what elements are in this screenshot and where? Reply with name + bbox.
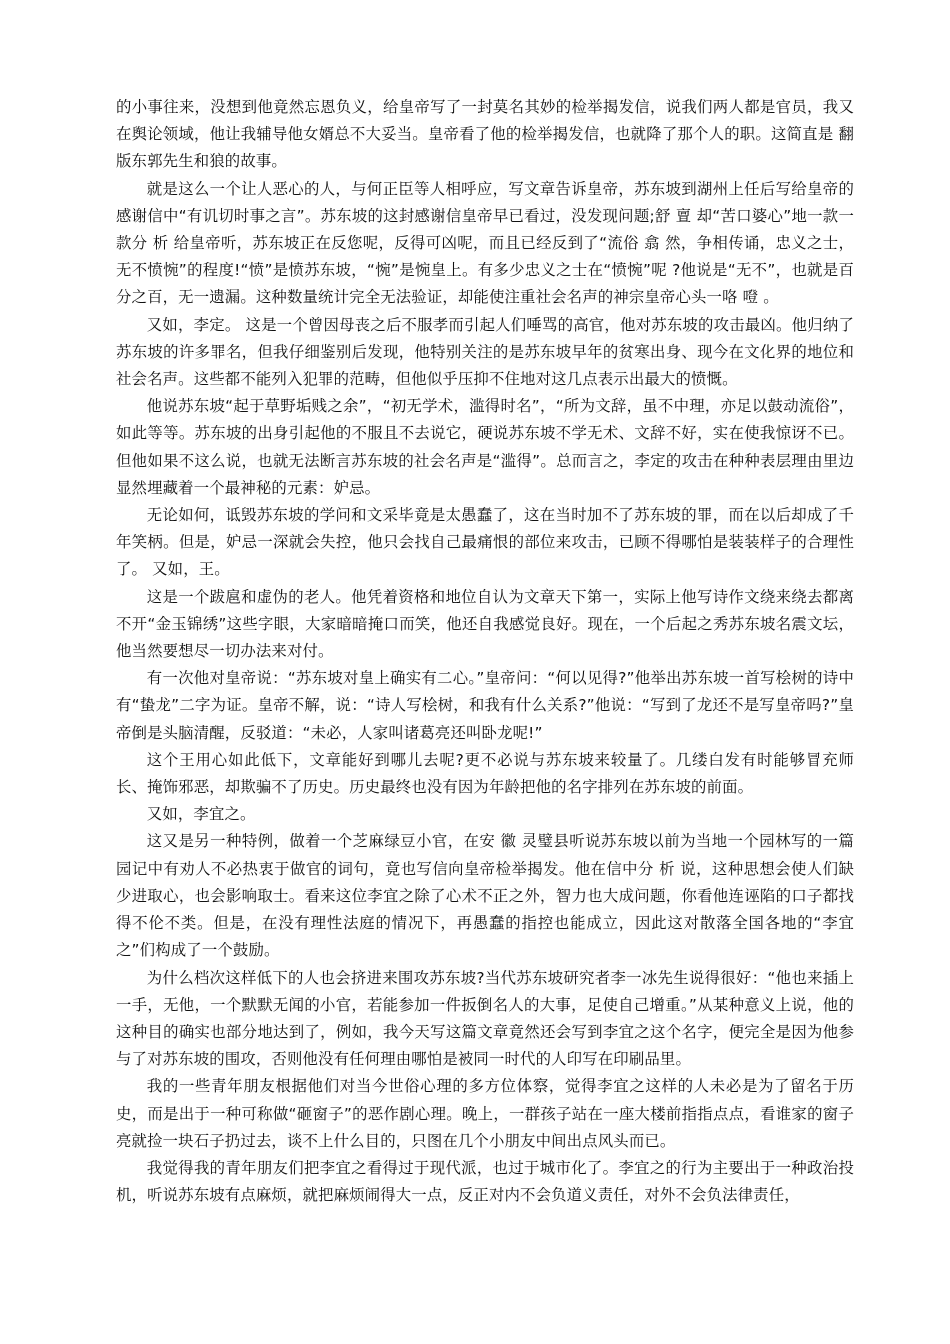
paragraph-8: 这个王用心如此低下，文章能好到哪儿去呢?更不必说与苏东坡来较量了。几缕白发有时能够冒充师长、掩饰邪恶，却欺骗不了历史。历史最终也没有因为年龄把他的名字排列在苏东坡的前面。 [116,750,854,797]
paragraph-7: 有一次他对皇帝说：“苏东坡对皇上确实有二心。”皇帝问：“何以见得?”他举出苏东坡一首写桧树的诗中有“蛰龙”二字为证。皇帝不解，说：“诗人写桧树，和我有什么关系?”他说：“写到了龙还不是写皇帝吗?”皇帝倒是头脑清醒，反驳道：“未必，人家叫诸葛亮还叫卧龙呢!” [116,669,854,742]
paragraph-11: 为什么档次这样低下的人也会挤进来围攻苏东坡?当代苏东坡研究者李一冰先生说得很好：“他也来插上一手，无他，一个默默无闻的小官，若能参加一件扳倒名人的大事，足使自己增重。”从某种意义上说，他的这种目的确实也部分地达到了，例如，我今天写这篇文章竟然还会写到李宜之这个名字，便完全是因为他参与了对苏东坡的围攻，否则他没有任何理由哪怕是被同一时代的人印写在印刷品里。 [116,968,854,1069]
document-page [116,94,854,1209]
paragraph-6: 这是一个跋扈和虚伪的老人。他凭着资格和地位自认为文章天下第一，实际上他写诗作文绕来绕去都离不开“金玉锦绣”这些字眼，大家暗暗掩口而笑，他还自我感觉良好。现在，一个后起之秀苏东坡名震文坛，他当然要想尽一切办法来对付。 [116,587,854,661]
paragraph-12: 我的一些青年朋友根据他们对当今世俗心理的多方位体察，觉得李宜之这样的人未必是为了留名于历史，而是出于一种可称做“砸窗子”的恶作剧心理。晚上，一群孩子站在一座大楼前指指点点，看谁家的窗子亮就捡一块石子扔过去，谈不上什么目的，只图在几个小朋友中间出点风头而已。 [116,1077,854,1150]
paragraph-5: 无论如何，诋毁苏东坡的学问和文采毕竟是太愚蠢了，这在当时加不了苏东坡的罪，而在以后却成了千年笑柄。但是，妒忌一深就会失控，他只会找自己最痛恨的部位来攻击，已顾不得哪怕是装装样子的合理性了。 又如，王。 [116,506,854,579]
paragraph-13: 我觉得我的青年朋友们把李宜之看得过于现代派，也过于城市化了。李宜之的行为主要出于一种政治投机，听说苏东坡有点麻烦，就把麻烦闹得大一点，反正对内不会负道义责任，对外不会负法律责任， [116,1158,854,1205]
paragraph-4: 他说苏东坡“起于草野垢贱之余”，“初无学术，滥得时名”，“所为文辞，虽不中理，亦足以鼓动流俗”，如此等等。苏东坡的出身引起他的不服且不去说它，硬说苏东坡不学无术、文辞不好，实在使我惊讶不已。但他如果不这么说，也就无法断言苏东坡的社会名声是“滥得”。总而言之，李定的攻击在种种表层理由里边显然埋藏着一个最神秘的元素：妒忌。 [116,397,854,497]
paragraph-2: 就是这么一个让人恶心的人，与何正臣等人相呼应，写文章告诉皇帝，苏东坡到湖州上任后写给皇帝的感谢信中“有讥切时事之言”。苏东坡的这封感谢信皇帝早已看过，没发现问题;舒 亶 却“苦口婆心”地一款一款分 析 给皇帝听，苏东坡正在反您呢，反得可凶呢，而且已经反到了“流俗 翕 然，争相传诵，忠义之士，无不愤惋”的程度!“愤”是愤苏东坡，“惋”是惋皇上。有多少忠义之士在“愤惋”呢 ?他说是“无不”，也就是百分之百，无一遗漏。这种数量统计完全无法验证，却能使注重社会名声的神宗皇帝心头一咯 噔 。 [116,179,854,307]
paragraph-3: 又如，李定。 这是一个曾因母丧之后不服孝而引起人们唾骂的高官，他对苏东坡的攻击最凶。他归纳了苏东坡的许多罪名，但我仔细鉴别后发现，他特别关注的是苏东坡早年的贫寒出身、现今在文化界的地位和社会名声。这些都不能列入犯罪的范畴，但他似乎压抑不住地对这几点表示出最大的愤慨。 [116,315,854,389]
paragraph-9: 又如，李宜之。 [146,805,256,824]
paragraph-1: 的小事往来，没想到他竟然忘恩负义，给皇帝写了一封莫名其妙的检举揭发信，说我们两人都是官员，我又在舆论领域，他让我辅导他女婿总不大妥当。皇帝看了他的检举揭发信，也就降了那个人的职。这简直是 翻 版东郭先生和狼的故事。 [116,98,854,171]
paragraph-10: 这又是另一种特例，做着一个芝麻绿豆小官，在安 徽 灵璧县听说苏东坡以前为当地一个园林写的一篇园记中有劝人不必热衷于做官的词句，竟也写信向皇帝检举揭发。他在信中分 析 说，这种思想会使人们缺少进取心，也会影响取士。看来这位李宜之除了心术不正之外，智力也大成问题，你看他连诬陷的口子都找得不伦不类。但是，在没有理性法庭的情况下，再愚蠢的指控也能成立，因此这对散落全国各地的“李宜之”们构成了一个鼓励。 [116,832,854,960]
